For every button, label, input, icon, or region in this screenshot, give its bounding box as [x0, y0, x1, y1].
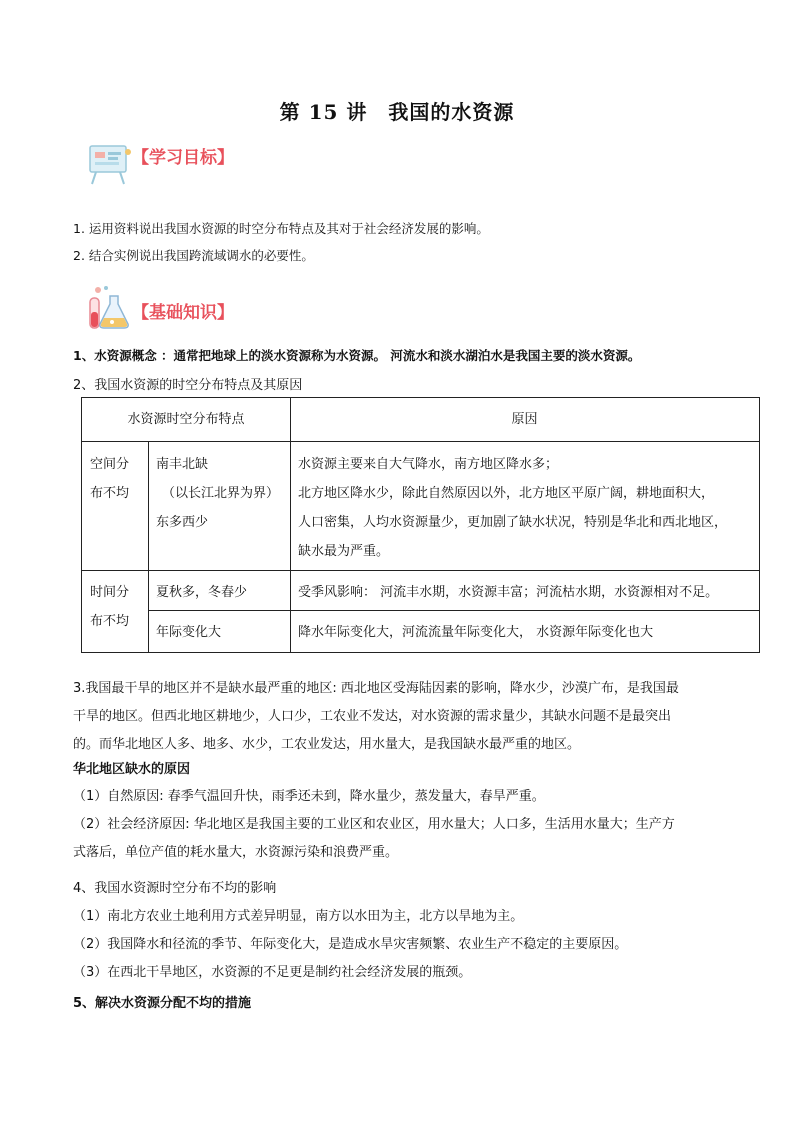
row2-reason-seasonal: 受季风影响： 河流丰水期，水资源丰富；河流枯水期，水资源相对不足。 — [298, 585, 719, 600]
section4-items: （1）南北方农业土地利用方式差异明显，南方以水田为主，北方以旱地为主。 （2）我国降水和径流的季节、年际变化大，是造成水旱灾害频繁、农业生产不稳定的主要原因。 （3）在西北干旱地区，水资源的不足更是制约社会经济发展的瓶颈。 — [73, 909, 628, 980]
table-header-feature: 水资源时空分布特点 — [127, 412, 245, 427]
row2-reason-annual: 降水年际变化大，河流流量年际变化大， 水资源年际变化也大 — [298, 625, 654, 640]
north-china-reasons: （1）自然原因: 春季气温回升快，雨季还未到，降水量少，蒸发量大，春旱严重。 （2）社会经济原因: 华北地区是我国主要的工业区和农业区，用水量大；人口多，生活用水量大；生产方 式落后，单位产值的耗水量大，水资源污染和浪费严重。 — [73, 789, 675, 860]
basic-knowledge-label: 【基础知识】 — [132, 303, 234, 323]
water-resource-concept: 1、水资源概念 ：通常把地球上的淡水资源称为水资源。 河流水和淡水湖泊水是我国主要的淡水资源。 — [73, 348, 641, 363]
row1-reason: 水资源主要来自大气降水，南方地区降水多； 北方地区降水少，除此自然原因以外，北方地区平原广阔，耕地面积大， 人口密集，人均水资源量少，更加剧了缺水状况，特别是华北和西北地区， 缺水最为严重。 — [298, 457, 728, 559]
row2-feature-seasonal: 夏秋多，冬春少 — [156, 585, 248, 600]
water-distribution-table — [81, 397, 760, 653]
row1-feature: 南丰北缺 （以长江北界为界） 东多西少 — [156, 457, 280, 530]
row2-category: 时间分 布不均 — [90, 585, 130, 629]
row2-feature-annual: 年际变化大 — [156, 625, 222, 640]
row1-category: 空间分 布不均 — [90, 457, 130, 501]
presentation-board-icon — [86, 140, 134, 188]
section5-heading: 5、解决水资源分配不均的措施 — [73, 996, 252, 1011]
learning-goals-header — [86, 140, 286, 190]
table-header-reason: 原因 — [511, 412, 538, 427]
north-china-shortage-heading: 华北地区缺水的原因 — [73, 762, 191, 777]
section3-paragraph: 3.我国最干旱的地区并不是缺水最严重的地区: 西北地区受海陆因素的影响，降水少，沙漠广布，是我国最 干旱的地区。但西北地区耕地少，人口少，工农业不发达，对水资源的需求量少，其缺水问题不是最突出 的。而华北地区人多、地多、水少，工农业发达，用水量大，是我国缺水最严重的地区。 — [73, 681, 679, 752]
lab-flask-icon — [86, 284, 134, 332]
goal-item-1: 1. 运用资料说出我国水资源的时空分布特点及其对于社会经济发展的影响。 — [73, 221, 489, 236]
goal-item-2: 2. 结合实例说出我国跨流域调水的必要性。 — [73, 248, 314, 263]
page-title: 第 15 讲 我国的水资源 — [279, 100, 515, 124]
section4-heading: 4、我国水资源时空分布不均的影响 — [73, 881, 277, 896]
learning-goals-label: 【学习目标】 — [132, 148, 234, 168]
basic-knowledge-header — [86, 284, 286, 334]
section2-heading: 2、我国水资源的时空分布特点及其原因 — [73, 378, 303, 393]
